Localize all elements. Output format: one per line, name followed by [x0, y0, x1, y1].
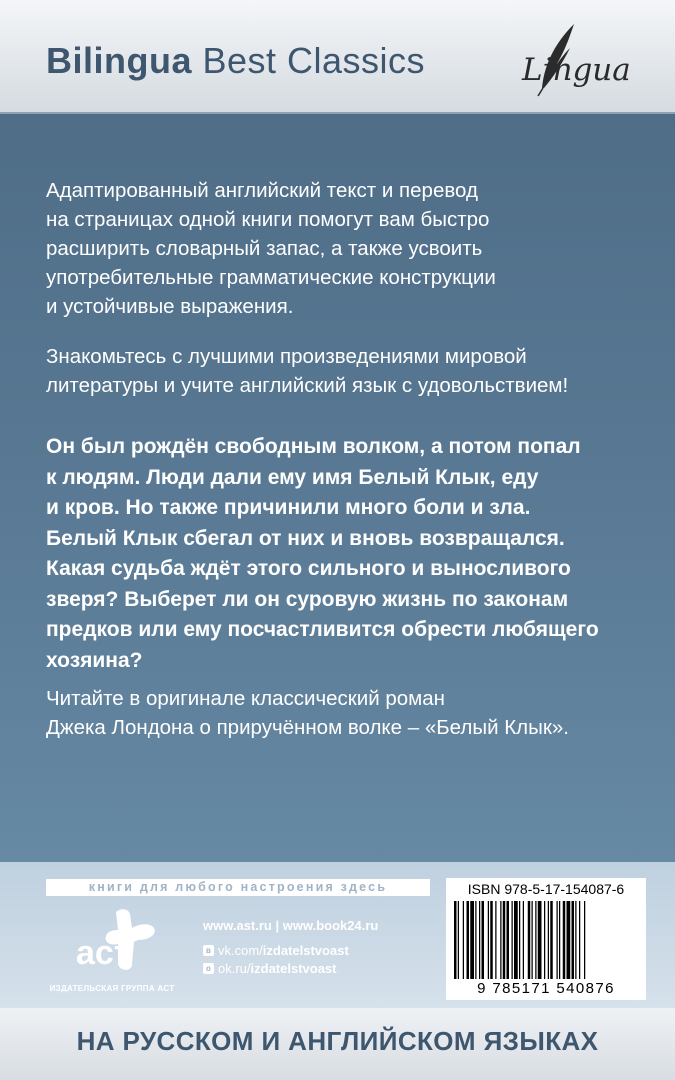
series-title-rest: Best Classics [192, 40, 426, 81]
text-line: на страницах одной книги помогут вам быстро [46, 208, 490, 231]
text-line: и кров. Но также причинили много боли и зла. [46, 496, 531, 519]
text-line: зверя? Выберет ли он суровую жизнь по законам [46, 587, 569, 611]
ok-prefix: ok.ru/ [218, 961, 251, 976]
text-line: Знакомьтесь с лучшими произведениями мировой [46, 345, 527, 368]
vk-handle: izdatelstvoast [262, 943, 349, 958]
synopsis-paragraph [46, 432, 646, 676]
tagline: книги для любого настроения здесь [46, 879, 430, 896]
text-line: и устойчивые выражения. [46, 295, 294, 318]
closing-paragraph [46, 684, 646, 742]
header-band [0, 0, 675, 114]
text-line: хозяина? [46, 648, 143, 672]
ast-logo-text: аст [76, 934, 131, 972]
text-line: Адаптированный английский текст и перевод [46, 179, 478, 202]
vk-prefix: vk.com/ [218, 943, 263, 958]
publisher-band [0, 862, 675, 1008]
publisher-name: ИЗДАТЕЛЬСКАЯ ГРУППА АСТ [49, 984, 175, 993]
text-line: предков или ему посчастливится обрести любящего [46, 618, 599, 641]
ok-link[interactable] [203, 961, 337, 976]
vk-icon: в [203, 945, 214, 956]
intro-paragraph [46, 176, 646, 321]
isbn-label: ISBN 978-5-17-154087-6 [467, 881, 625, 897]
ast-logo-icon [58, 906, 168, 984]
text-line: Какая судьба ждёт этого сильного и выносливого [46, 557, 571, 580]
lingua-logo [512, 18, 644, 98]
ok-handle: izdatelstvoast [250, 961, 337, 976]
invite-paragraph [46, 342, 646, 400]
ok-icon: о [203, 963, 214, 974]
logo-word: Lingua [522, 52, 631, 88]
text-line: Белый Клык сбегал от них и вновь возвращался. [46, 526, 565, 550]
description-panel [0, 114, 675, 862]
websites-link[interactable]: www.ast.ru | www.book24.ru [203, 918, 379, 933]
text-line: к людям. Люди дали ему имя Белый Клык, еду [46, 465, 539, 489]
footer-band [0, 1008, 675, 1080]
barcode-digits: 9 785171 540876 [477, 980, 615, 997]
language-banner: НА РУССКОМ И АНГЛИЙСКОМ ЯЗЫКАХ [76, 1026, 599, 1056]
series-title [46, 40, 425, 82]
vk-link[interactable] [203, 943, 349, 958]
series-title-bold: Bilingua [46, 40, 192, 81]
barcode-icon [452, 901, 640, 981]
text-line: Джека Лондона о приручённом волке – «Белый Клык». [46, 716, 569, 739]
text-line: употребительные грамматические конструкции [46, 266, 496, 289]
barcode-box [446, 878, 646, 1000]
text-line: Читайте в оригинале классический роман [46, 687, 445, 710]
text-line: Он был рождён свободным волком, а потом попал [46, 435, 581, 458]
text-line: литературы и учите английский язык с удовольствием! [46, 374, 569, 397]
text-line: расширить словарный запас, а также усвоить [46, 237, 483, 260]
